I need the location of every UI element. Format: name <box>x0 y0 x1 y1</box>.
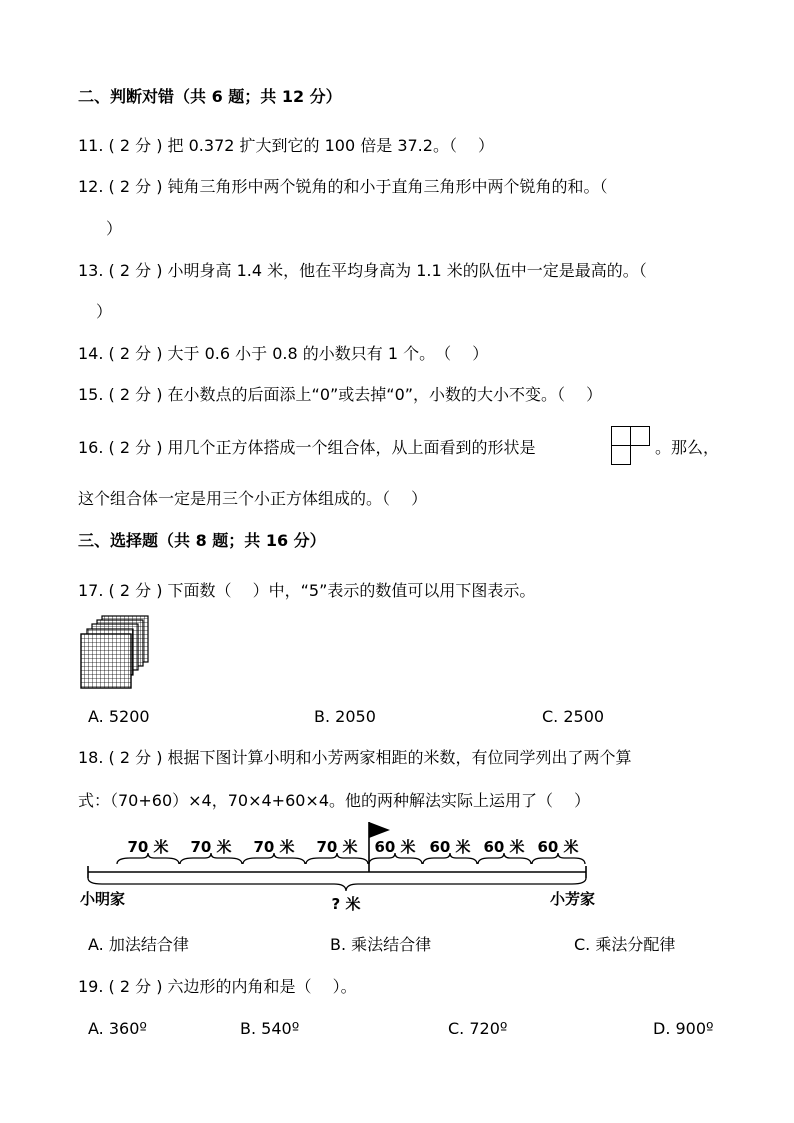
left-segment-label-4: 70 米 <box>316 838 358 856</box>
thousand-cubes-figure <box>80 614 160 694</box>
question-18-line2: 式：（70+60）×4，70×4+60×4。他的两种解法实际上运用了（ ） <box>78 791 591 810</box>
left-segment-label-3: 70 米 <box>253 838 295 856</box>
total-distance-label: ? 米 <box>331 895 361 913</box>
question-19: 19. ( 2 分 ) 六边形的内角和是（ ）。 <box>78 977 357 996</box>
q18-option-c: C. 乘法分配律 <box>574 935 676 954</box>
question-16-line1b: 。那么， <box>655 438 720 457</box>
right-segment-label-2: 60 米 <box>429 838 471 856</box>
left-segment-label-1: 70 米 <box>127 838 169 856</box>
q17-option-a: A. 5200 <box>88 707 150 726</box>
question-12-line2: ） <box>106 219 123 238</box>
question-17: 17. ( 2 分 ) 下面数（ ）中，“5”表示的数值可以用下图表示。 <box>78 581 536 600</box>
q19-option-b: B. 540º <box>240 1019 300 1038</box>
distance-diagram <box>80 820 600 915</box>
question-12-line1: 12. ( 2 分 ) 钝角三角形中两个锐角的和小于直角三角形中两个锐角的和。（ <box>78 177 608 196</box>
right-segment-label-4: 60 米 <box>537 838 579 856</box>
left-home-label: 小明家 <box>80 890 126 908</box>
question-11: 11. ( 2 分 ) 把 0.372 扩大到它的 100 倍是 37.2。（ ） <box>78 136 495 155</box>
question-15: 15. ( 2 分 ) 在小数点的后面添上“0”或去掉“0”，小数的大小不变。（ ） <box>78 385 603 404</box>
question-16-line2: 这个组合体一定是用三个小正方体组成的。（ ） <box>78 489 428 508</box>
q19-option-a: A. 360º <box>88 1019 147 1038</box>
section-2-title: 二、判断对错（共 6 题；共 12 分） <box>78 87 342 106</box>
q19-option-d: D. 900º <box>653 1019 714 1038</box>
question-16-line1a: 16. ( 2 分 ) 用几个正方体搭成一个组合体，从上面看到的形状是 <box>78 438 536 457</box>
left-segment-label-2: 70 米 <box>190 838 232 856</box>
q18-option-a: A. 加法结合律 <box>88 935 189 954</box>
top-view-shape-figure <box>611 426 651 468</box>
question-13-line1: 13. ( 2 分 ) 小明身高 1.4 米，他在平均身高为 1.1 米的队伍中一定是最高的。（ <box>78 261 647 280</box>
right-segment-label-1: 60 米 <box>374 838 416 856</box>
right-home-label: 小芳家 <box>550 890 596 908</box>
section-3-title: 三、选择题（共 8 题；共 16 分） <box>78 531 326 550</box>
q17-option-c: C. 2500 <box>542 707 605 726</box>
right-segment-label-3: 60 米 <box>483 838 525 856</box>
question-13-line2: ） <box>96 302 113 321</box>
q18-option-b: B. 乘法结合律 <box>330 935 432 954</box>
question-14: 14. ( 2 分 ) 大于 0.6 小于 0.8 的小数只有 1 个。 （ ） <box>78 344 489 363</box>
question-18-line1: 18. ( 2 分 ) 根据下图计算小明和小芳两家相距的米数，有位同学列出了两个算 <box>78 748 632 767</box>
q19-option-c: C. 720º <box>448 1019 508 1038</box>
q17-option-b: B. 2050 <box>314 707 376 726</box>
